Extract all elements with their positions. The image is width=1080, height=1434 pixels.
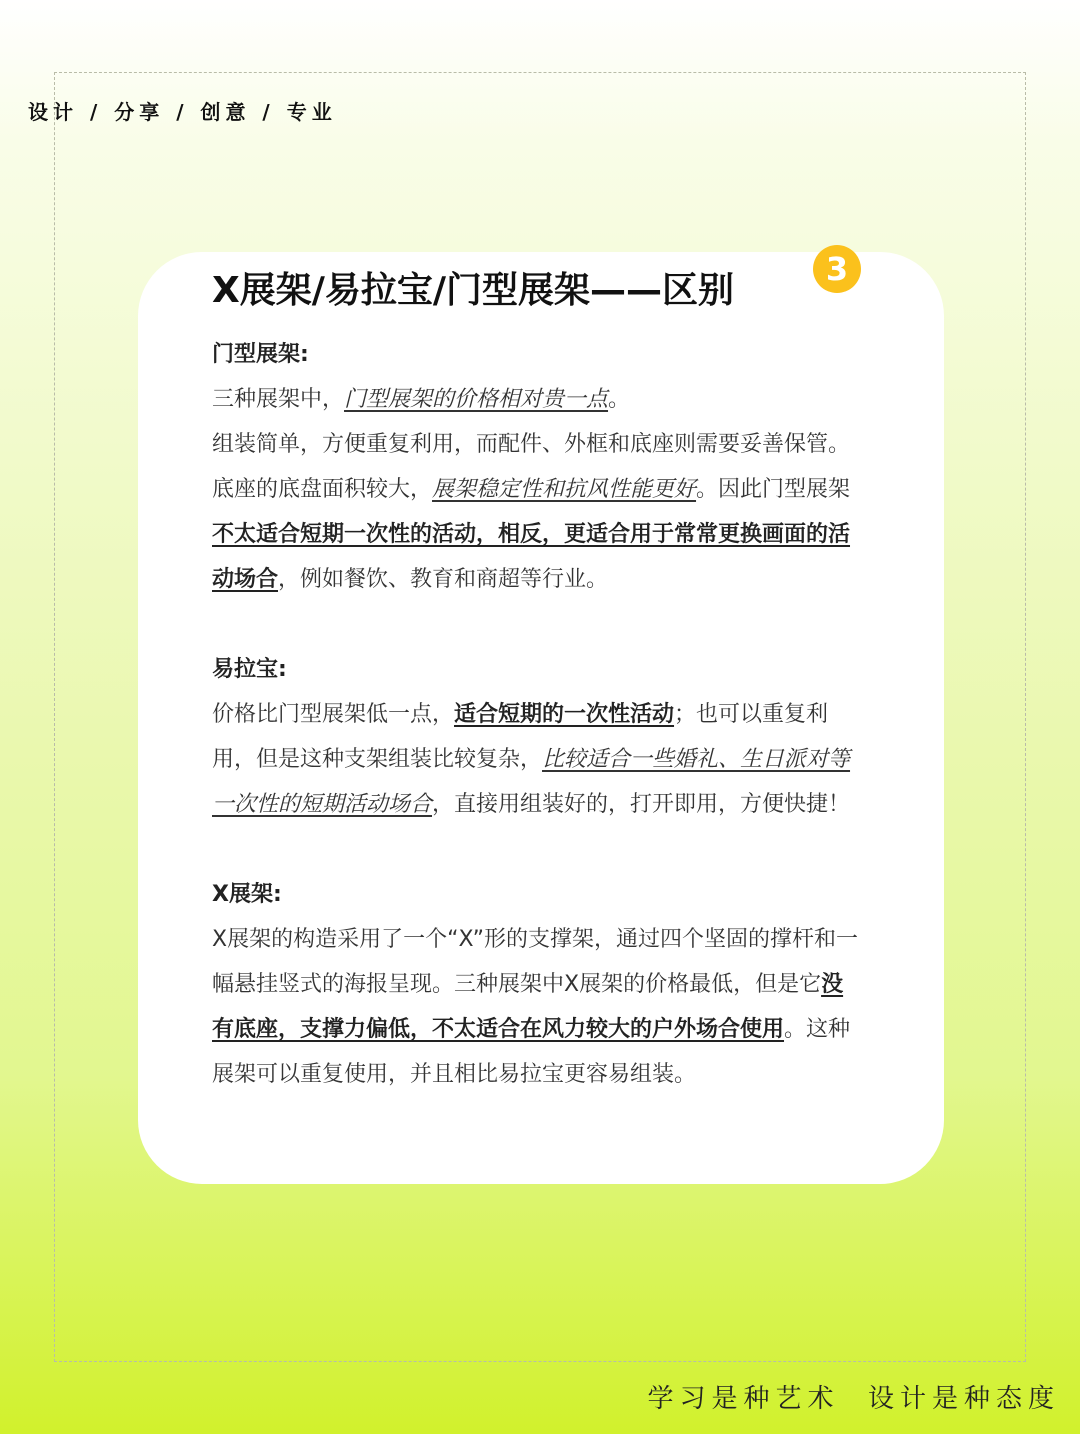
page-number-badge: 3 xyxy=(813,245,861,293)
section-heading-x: X展架: xyxy=(212,882,282,907)
text: X展架的构造采用了一个“X”形的支撑架，通过四个坚固的撑杆和一幅悬挂竖式的海报呈现。三种展架中X展架的价格最低，但是它 xyxy=(212,927,859,997)
spacer xyxy=(212,602,862,647)
emphasis-bold: 适合短期的一次性活动 xyxy=(454,702,675,727)
text: ；也可以重复利用，但是这种支架组装比较复杂， xyxy=(212,702,829,772)
section-heading-rollup: 易拉宝: xyxy=(212,657,287,682)
emphasis-italic: 比较适合一些婚礼、生日派对等一次性的短期活动场合 xyxy=(212,747,851,817)
card-body xyxy=(212,332,862,1097)
emphasis-italic: 展架稳定性和抗风性能更好 xyxy=(432,477,697,502)
footer-slogan: 学习是种艺术 设计是种态度 xyxy=(647,1384,1060,1414)
section-heading-door: 门型展架: xyxy=(212,342,309,367)
text: 。因此门型展架 xyxy=(696,477,851,502)
x-paragraph xyxy=(212,917,862,1097)
text: 三种展架中， xyxy=(212,387,345,412)
rollup-paragraph xyxy=(212,692,862,827)
text: 组装简单，方便重复利用，而配件、外框和底座则需要妥善保管。底座的底盘面积较大， xyxy=(212,432,851,502)
header-tagline: 设计 / 分享 / 创意 / 专业 xyxy=(28,100,337,124)
door-paragraph-1 xyxy=(212,377,862,422)
spacer xyxy=(212,827,862,872)
text: ，例如餐饮、教育和商超等行业。 xyxy=(278,567,609,592)
text: 。这种展架可以重复使用，并且相比易拉宝更容易组装。 xyxy=(212,1017,851,1087)
card-title: X展架/易拉宝/门型展架——区别 xyxy=(212,270,735,311)
emphasis-bold: 没有底座，支撑力偏低，不太适合在风力较大的户外场合使用 xyxy=(212,972,844,1042)
door-paragraph-2 xyxy=(212,422,862,602)
text: ，直接用组装好的，打开即用，方便快捷！ xyxy=(432,792,851,817)
emphasis-italic: 门型展架的价格相对贵一点 xyxy=(344,387,609,412)
text: 。 xyxy=(608,387,631,412)
text: 价格比门型展架低一点， xyxy=(212,702,455,727)
emphasis-bold: 不太适合短期一次性的活动，相反，更适合用于常常更换画面的活动场合 xyxy=(212,522,851,592)
